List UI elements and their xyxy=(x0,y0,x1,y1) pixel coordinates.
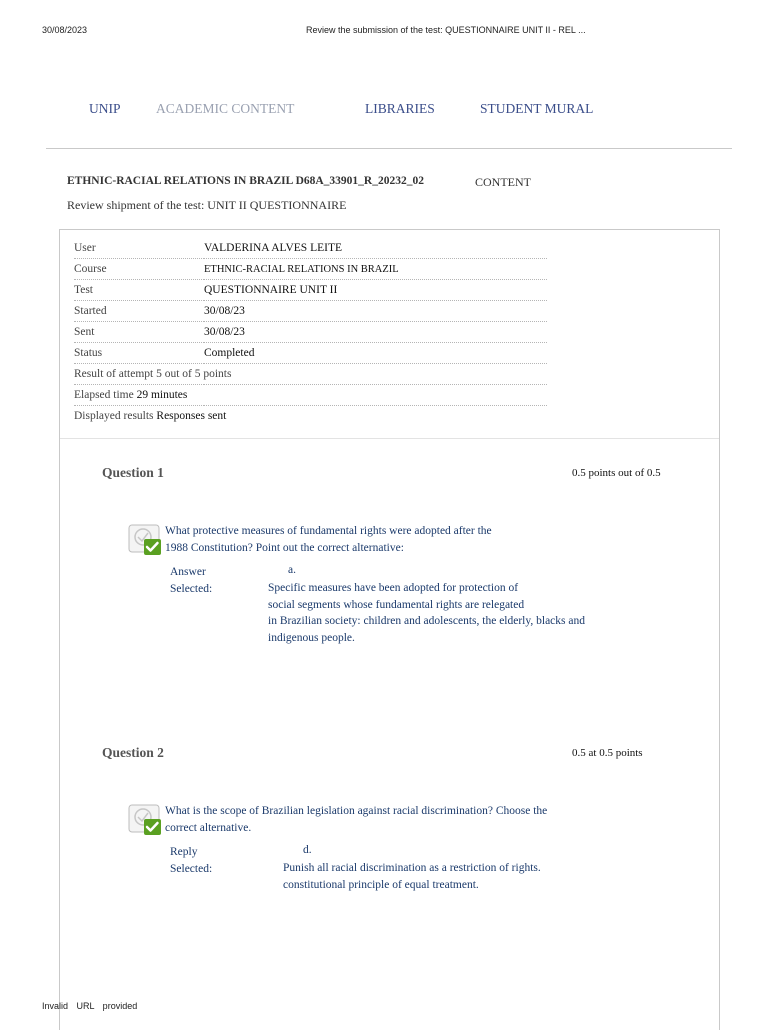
review-panel xyxy=(59,229,720,1030)
summary-label: User xyxy=(74,238,204,259)
answer-text-line: Punish all racial discrimination as a restriction of rights. xyxy=(283,862,541,874)
summary-label: Sent xyxy=(74,322,204,343)
question-title: Question 1 xyxy=(102,465,164,480)
summary-row-test xyxy=(74,280,547,301)
answer-text-line: in Brazilian society: children and adolescents, the elderly, blacks and xyxy=(268,615,585,627)
summary-row-status xyxy=(74,343,547,364)
summary-label: Elapsed time xyxy=(74,389,134,401)
question-text-line: correct alternative. xyxy=(165,821,252,834)
summary-label: Course xyxy=(74,259,204,280)
question-points: 0.5 at 0.5 points xyxy=(572,747,643,759)
correct-answer-icon xyxy=(128,804,162,836)
nav-item-student-mural[interactable]: STUDENT MURAL xyxy=(480,101,594,116)
answer-text-line: social segments whose fundamental rights are relegated xyxy=(268,598,525,611)
answer-text-line: indigenous people. xyxy=(268,631,355,644)
print-date: 30/08/2023 xyxy=(42,25,88,35)
summary-value: ETHNIC-RACIAL RELATIONS IN BRAZIL xyxy=(204,259,547,280)
answer-label xyxy=(170,844,212,877)
selected-answer-text xyxy=(268,580,585,646)
answer-label xyxy=(170,564,212,597)
summary-row-started xyxy=(74,301,547,322)
answer-label-line: Answer xyxy=(170,566,206,578)
summary-value: 30/08/23 xyxy=(204,301,547,322)
print-header xyxy=(0,25,768,39)
selected-answer-text xyxy=(283,860,541,893)
answer-label-line: Selected: xyxy=(170,582,213,595)
summary-value: 30/08/23 xyxy=(204,322,547,343)
page-title: Review shipment of the test: UNIT II QUESTIONNAIRE xyxy=(67,198,347,212)
summary-result: Result of attempt 5 out of 5 points xyxy=(74,364,547,385)
summary-elapsed xyxy=(74,385,547,406)
summary-table xyxy=(74,238,547,426)
question-text-line: 1988 Constitution? Point out the correct alternative: xyxy=(165,541,404,554)
question-text xyxy=(165,803,547,836)
answer-text-line: constitutional principle of equal treatment. xyxy=(283,878,479,891)
summary-row-sent xyxy=(74,322,547,343)
summary-value: VALDERINA ALVES LEITE xyxy=(204,238,547,259)
summary-row-result xyxy=(74,364,547,385)
question-title: Question 2 xyxy=(102,745,164,760)
nav-divider xyxy=(46,148,732,149)
summary-label: Displayed results xyxy=(74,410,154,422)
correct-answer-icon xyxy=(128,524,162,556)
summary-label: Started xyxy=(74,301,204,322)
question-text-line: What is the scope of Brazilian legislation against racial discrimination? Choose the xyxy=(165,805,548,817)
answer-text-line: Specific measures have been adopted for protection of xyxy=(268,582,519,594)
print-footer: Invalid URL provided xyxy=(42,1001,138,1011)
nav-item-academic-content[interactable]: ACADEMIC CONTENT xyxy=(156,101,295,116)
question-points: 0.5 points out of 0.5 xyxy=(572,467,661,479)
summary-value: Responses sent xyxy=(156,410,227,422)
course-title: ETHNIC-RACIAL RELATIONS IN BRAZIL D68A_33901_R_20232_02 xyxy=(67,175,424,187)
summary-row-user xyxy=(74,238,547,259)
summary-row-elapsed xyxy=(74,385,547,406)
summary-value: 29 minutes xyxy=(136,389,188,401)
question-text-line: What protective measures of fundamental rights were adopted after the xyxy=(165,525,492,537)
nav-item-libraries[interactable]: LIBRARIES xyxy=(365,101,435,116)
print-title: Review the submission of the test: QUESTIONNAIRE UNIT II - REL ... xyxy=(306,25,586,35)
answer-letter: d. xyxy=(303,844,312,856)
summary-row-displayed xyxy=(74,406,547,427)
answer-label-line: Reply xyxy=(170,846,198,858)
attempt-summary xyxy=(60,230,719,439)
answer-letter: a. xyxy=(288,564,296,576)
nav-item-unip[interactable]: UNIP xyxy=(89,101,121,116)
summary-value: QUESTIONNAIRE UNIT II xyxy=(204,280,547,301)
answer-label-line: Selected: xyxy=(170,862,213,875)
summary-value: Completed xyxy=(204,343,547,364)
summary-label: Test xyxy=(74,280,204,301)
summary-displayed xyxy=(74,406,547,427)
question-text xyxy=(165,523,492,556)
summary-label: Status xyxy=(74,343,204,364)
content-link[interactable]: CONTENT xyxy=(475,175,531,189)
summary-row-course xyxy=(74,259,547,280)
